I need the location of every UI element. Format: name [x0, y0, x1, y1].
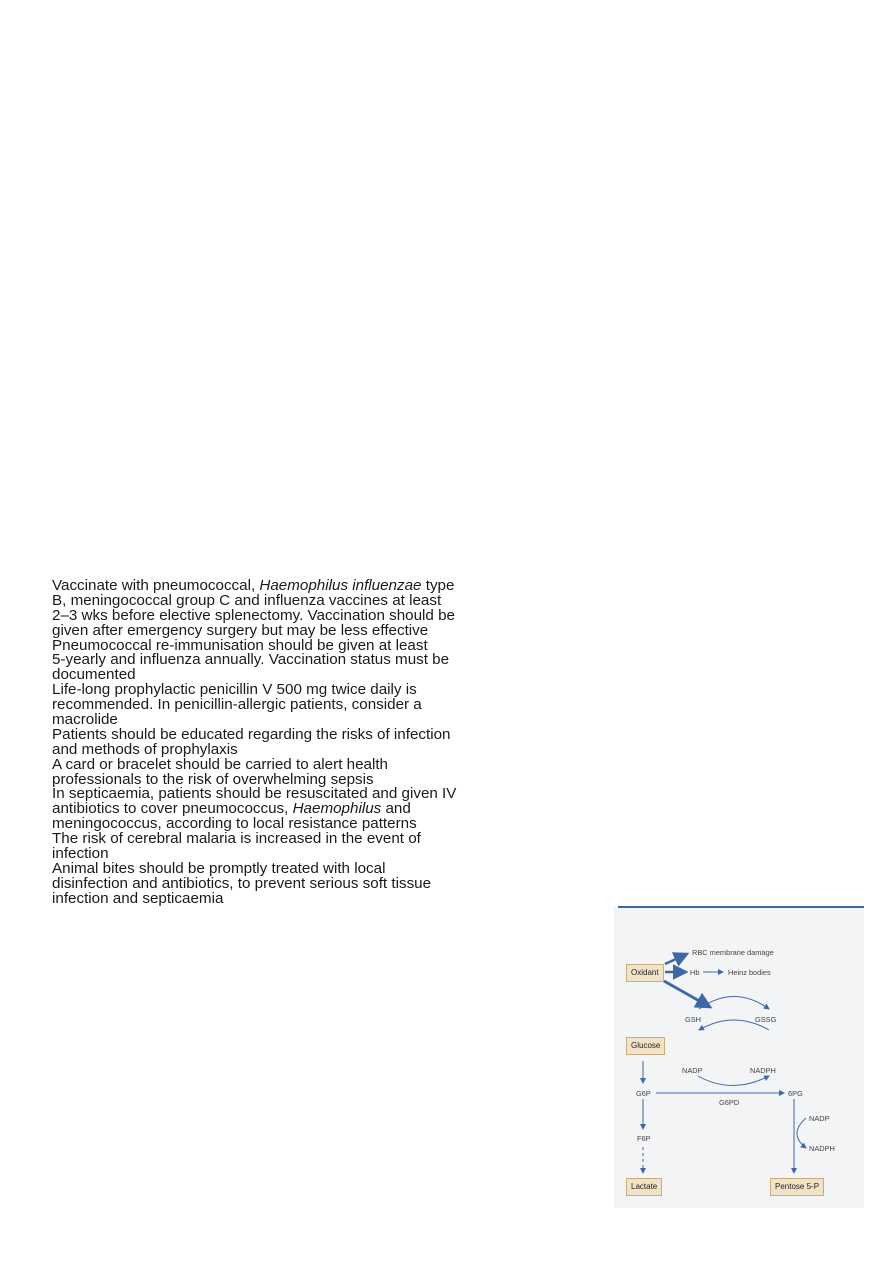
box-pentose: Pentose 5-P	[770, 1178, 824, 1196]
advice-text-run: The risk of cerebral malaria is increased in the event of	[52, 830, 421, 848]
advice-text-run: Life-long prophylactic penicillin V 500 mg twice daily is	[52, 681, 417, 699]
advice-text-run: Patients should be educated regarding the risks of infection	[52, 725, 451, 743]
advice-text-run: and	[381, 800, 411, 818]
advice-text-run: meningococcus, according to local resistance patterns	[52, 815, 417, 833]
advice-text-run: A card or bracelet should be carried to alert health	[52, 755, 389, 773]
advice-text-run: documented	[52, 666, 136, 684]
advice-text-run: recommended. In penicillin-allergic patients, consider a	[52, 696, 422, 714]
box-glucose: Glucose	[626, 1037, 665, 1055]
label-g6pd: G6PD	[719, 1098, 740, 1107]
label-gsh: GSH	[685, 1015, 702, 1024]
advice-text-run: infection and septicaemia	[52, 889, 224, 907]
label-side-nadph: NADPH	[809, 1144, 835, 1153]
advice-text-run: macrolide	[52, 711, 118, 729]
advice-text-run: disinfection and antibiotics, to prevent serious soft tissue	[52, 874, 432, 892]
advice-text-run: and methods of prophylaxis	[52, 740, 238, 758]
label-hb: Hb	[690, 968, 700, 977]
advice-text-run: 5-yearly and influenza annually. Vaccination status must be	[52, 651, 450, 669]
label-6pg: 6PG	[788, 1089, 803, 1098]
label-rbc-damage: RBC membrane damage	[692, 948, 774, 957]
advice-line	[52, 832, 572, 847]
arc-nadp-nadph	[698, 1076, 769, 1086]
advice-text-run: Animal bites should be promptly treated with local	[52, 859, 386, 877]
advice-italic-term: Haemophilus	[292, 800, 382, 818]
label-heinz: Heinz bodies	[728, 968, 771, 977]
label-gssg: GSSG	[755, 1015, 777, 1024]
label-g6p: G6P	[636, 1089, 651, 1098]
advice-text-run: infection	[52, 845, 109, 863]
label-f6p: F6P	[637, 1134, 651, 1143]
advice-text-run: antibiotics to cover pneumococcus,	[52, 800, 293, 818]
advice-text-run: 2–3 wks before elective splenectomy. Vaccination should be	[52, 606, 455, 624]
label-nadph: NADPH	[750, 1066, 776, 1075]
arc-side-nadp-nadph	[797, 1118, 806, 1148]
label-nadp: NADP	[682, 1066, 703, 1075]
advice-text-run: In septicaemia, patients should be resuscitated and given IV	[52, 785, 457, 803]
advice-text-run: Vaccinate with pneumococcal,	[52, 579, 260, 594]
advice-line	[52, 889, 572, 907]
arrow-oxidant-gsh	[664, 981, 710, 1007]
advice-text-run: given after emergency surgery but may be less effective	[52, 621, 429, 639]
advice-text-run: professionals to the risk of overwhelming sepsis	[52, 770, 374, 788]
box-lactate: Lactate	[626, 1178, 662, 1196]
label-side-nadp: NADP	[809, 1114, 830, 1123]
g6pd-pathway-figure	[614, 906, 864, 1208]
advice-line	[52, 698, 572, 713]
box-oxidant: Oxidant	[626, 964, 664, 982]
advice-text-run: B, meningococcal group C and influenza vaccines at least	[52, 591, 442, 609]
advice-italic-term: Haemophilus influenzae	[259, 579, 422, 594]
advice-text-run: type	[421, 579, 455, 594]
arrow-oxidant-rbc	[665, 954, 687, 964]
advice-text-run: Pneumococcal re-immunisation should be given at least	[52, 636, 428, 654]
splenectomy-advice-list	[52, 579, 572, 907]
